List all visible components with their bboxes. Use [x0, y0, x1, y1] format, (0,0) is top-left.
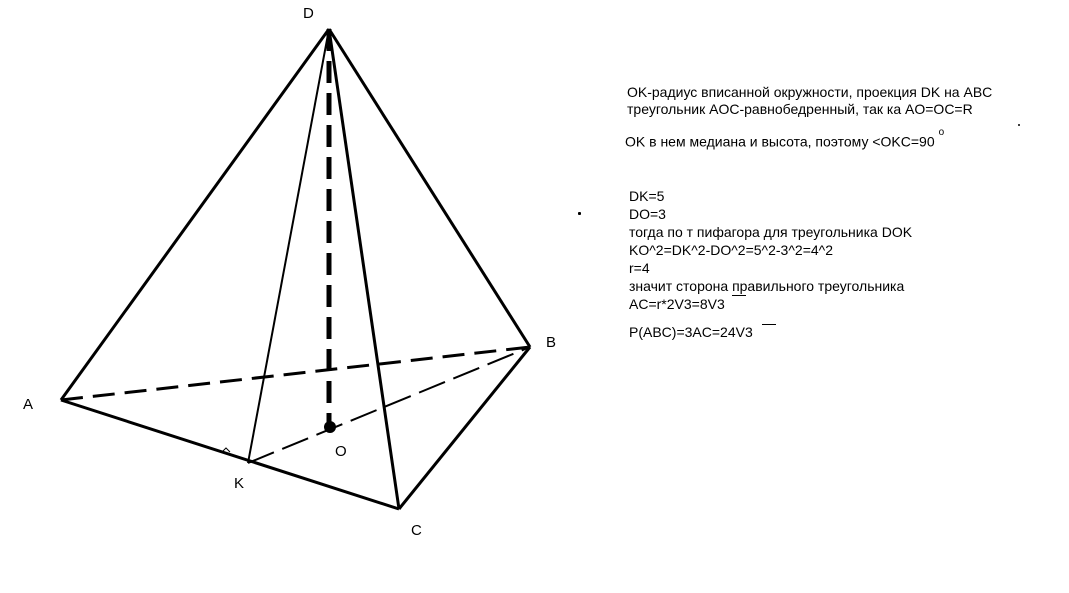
- calculation-block: [629, 187, 912, 341]
- calc-line-2: DO=3: [629, 206, 666, 222]
- edge-DA: [61, 29, 329, 400]
- calc-line-6: значит сторона правильного треугольника: [629, 278, 905, 294]
- sqrt-bar-2: [762, 324, 776, 325]
- label-C: C: [411, 522, 422, 539]
- apothem-DK: [248, 29, 329, 463]
- label-A: A: [23, 396, 34, 413]
- label-D: D: [303, 5, 314, 22]
- note-line-3-text: OK в нем медиана и высота, поэтому <OKC=90: [625, 133, 935, 150]
- edge-BC: [399, 347, 530, 509]
- stray-dot-1: [1018, 124, 1020, 126]
- note-line-1: OK-радиус вписанной окружности, проекция DK на ABC: [627, 84, 993, 100]
- stray-dot-2: [578, 212, 581, 215]
- calc-line-7: AC=r*2V3=8V3: [629, 296, 725, 312]
- point-O: [324, 421, 336, 433]
- edge-DB: [329, 29, 530, 347]
- calc-line-3: тогда по т пифагора для треугольника DOK: [629, 224, 913, 240]
- degree-mark: o: [938, 127, 945, 138]
- note-line-3: [625, 127, 945, 151]
- note-line-2: треугольник AOC-равнобедренный, так ка AO=OC=R: [627, 101, 973, 117]
- calc-line-8: P(ABC)=3AC=24V3: [629, 324, 753, 340]
- edge-AC: [61, 400, 399, 509]
- right-angle-mark: [222, 448, 230, 452]
- label-B: B: [546, 334, 557, 351]
- edge-AB-hidden: [61, 347, 530, 400]
- calc-line-5: r=4: [629, 260, 650, 276]
- edge-DC: [329, 29, 399, 509]
- sqrt-bar-1: [732, 295, 746, 296]
- calc-line-1: DK=5: [629, 188, 665, 204]
- calc-line-4: KO^2=DK^2-DO^2=5^2-3^2=4^2: [629, 242, 834, 258]
- label-O: O: [335, 443, 347, 460]
- label-K: K: [234, 475, 245, 492]
